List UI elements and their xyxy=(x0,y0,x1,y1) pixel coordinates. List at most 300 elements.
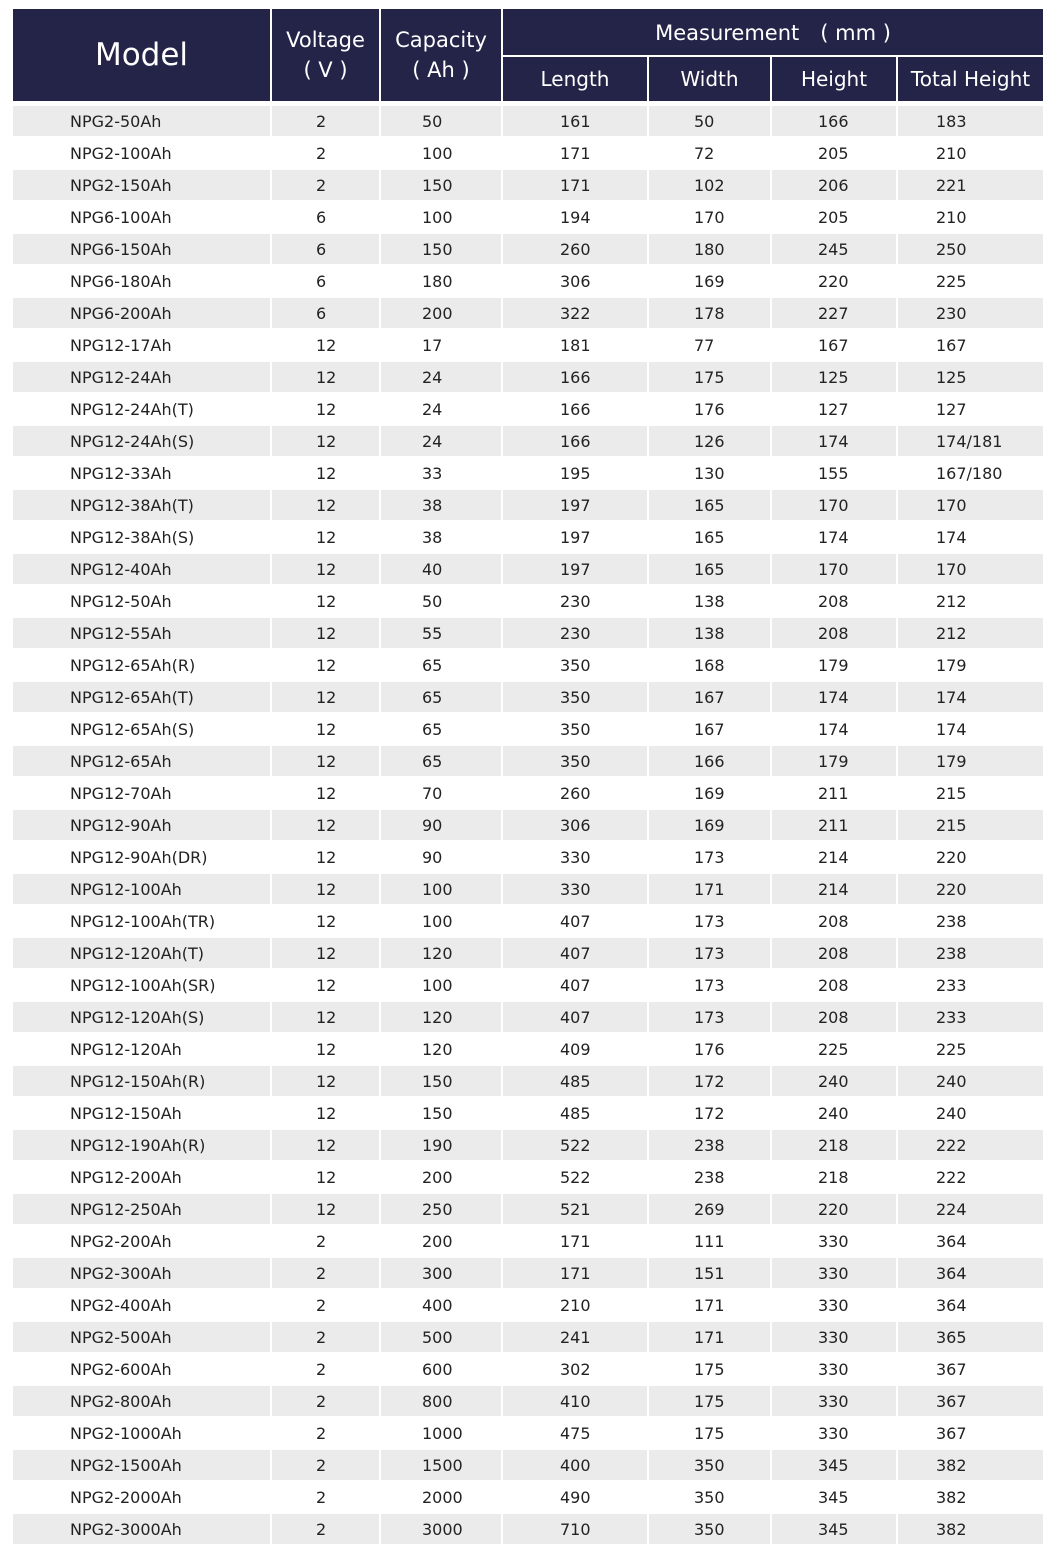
model-cell: NPG2-100Ah xyxy=(13,137,271,169)
width-cell: 173 xyxy=(648,905,771,937)
table-row xyxy=(13,745,1043,777)
total-height-cell: 179 xyxy=(897,649,1043,681)
table-row xyxy=(13,617,1043,649)
table-row xyxy=(13,777,1043,809)
capacity-cell: 38 xyxy=(380,521,502,553)
total-height-cell: 215 xyxy=(897,777,1043,809)
model-cell: NPG2-200Ah xyxy=(13,1225,271,1257)
width-cell: 175 xyxy=(648,1385,771,1417)
total-height-cell: 238 xyxy=(897,937,1043,969)
length-cell: 407 xyxy=(502,969,648,1001)
capacity-cell: 65 xyxy=(380,745,502,777)
header-voltage-label: Voltage xyxy=(286,28,365,52)
voltage-cell: 2 xyxy=(271,1353,380,1385)
capacity-cell: 800 xyxy=(380,1385,502,1417)
model-cell: NPG12-100Ah(TR) xyxy=(13,905,271,937)
total-height-cell: 364 xyxy=(897,1257,1043,1289)
model-cell: NPG6-150Ah xyxy=(13,233,271,265)
capacity-cell: 100 xyxy=(380,969,502,1001)
length-cell: 350 xyxy=(502,745,648,777)
model-cell: NPG12-120Ah xyxy=(13,1033,271,1065)
voltage-cell: 6 xyxy=(271,297,380,329)
height-cell: 225 xyxy=(771,1033,897,1065)
height-cell: 170 xyxy=(771,489,897,521)
total-height-cell: 212 xyxy=(897,585,1043,617)
width-cell: 138 xyxy=(648,617,771,649)
height-cell: 227 xyxy=(771,297,897,329)
table-row xyxy=(13,1481,1043,1513)
voltage-cell: 12 xyxy=(271,585,380,617)
model-cell: NPG6-180Ah xyxy=(13,265,271,297)
height-cell: 345 xyxy=(771,1481,897,1513)
total-height-cell: 250 xyxy=(897,233,1043,265)
voltage-cell: 2 xyxy=(271,137,380,169)
voltage-cell: 2 xyxy=(271,1449,380,1481)
total-height-cell: 174 xyxy=(897,681,1043,713)
width-cell: 173 xyxy=(648,1001,771,1033)
length-cell: 166 xyxy=(502,425,648,457)
voltage-cell: 12 xyxy=(271,809,380,841)
width-cell: 151 xyxy=(648,1257,771,1289)
width-cell: 176 xyxy=(648,1033,771,1065)
total-height-cell: 174 xyxy=(897,521,1043,553)
height-cell: 174 xyxy=(771,713,897,745)
length-cell: 241 xyxy=(502,1321,648,1353)
model-cell: NPG12-100Ah(SR) xyxy=(13,969,271,1001)
header-capacity-unit: ( Ah ) xyxy=(412,58,470,82)
table-row xyxy=(13,297,1043,329)
table-row xyxy=(13,1449,1043,1481)
header-measurement: Measurement ( mm ) xyxy=(502,9,1043,56)
length-cell: 166 xyxy=(502,361,648,393)
length-cell: 260 xyxy=(502,233,648,265)
total-height-cell: 367 xyxy=(897,1385,1043,1417)
capacity-cell: 100 xyxy=(380,873,502,905)
table-row xyxy=(13,969,1043,1001)
voltage-cell: 12 xyxy=(271,425,380,457)
total-height-cell: 222 xyxy=(897,1161,1043,1193)
model-cell: NPG12-65Ah(S) xyxy=(13,713,271,745)
table-row xyxy=(13,873,1043,905)
voltage-cell: 2 xyxy=(271,1513,380,1545)
voltage-cell: 12 xyxy=(271,1193,380,1225)
height-cell: 205 xyxy=(771,137,897,169)
length-cell: 407 xyxy=(502,937,648,969)
height-cell: 206 xyxy=(771,169,897,201)
voltage-cell: 2 xyxy=(271,1417,380,1449)
total-height-cell: 365 xyxy=(897,1321,1043,1353)
table-row xyxy=(13,361,1043,393)
width-cell: 173 xyxy=(648,937,771,969)
capacity-cell: 100 xyxy=(380,137,502,169)
length-cell: 407 xyxy=(502,1001,648,1033)
table-row xyxy=(13,1065,1043,1097)
model-cell: NPG2-300Ah xyxy=(13,1257,271,1289)
total-height-cell: 225 xyxy=(897,265,1043,297)
capacity-cell: 100 xyxy=(380,201,502,233)
height-cell: 330 xyxy=(771,1385,897,1417)
voltage-cell: 12 xyxy=(271,1097,380,1129)
width-cell: 50 xyxy=(648,106,771,137)
height-cell: 125 xyxy=(771,361,897,393)
length-cell: 522 xyxy=(502,1161,648,1193)
height-cell: 330 xyxy=(771,1225,897,1257)
height-cell: 166 xyxy=(771,106,897,137)
voltage-cell: 12 xyxy=(271,521,380,553)
width-cell: 269 xyxy=(648,1193,771,1225)
voltage-cell: 12 xyxy=(271,969,380,1001)
voltage-cell: 12 xyxy=(271,489,380,521)
width-cell: 126 xyxy=(648,425,771,457)
voltage-cell: 12 xyxy=(271,777,380,809)
capacity-cell: 150 xyxy=(380,233,502,265)
table-row xyxy=(13,425,1043,457)
length-cell: 171 xyxy=(502,1257,648,1289)
voltage-cell: 6 xyxy=(271,201,380,233)
capacity-cell: 180 xyxy=(380,265,502,297)
table-row xyxy=(13,1097,1043,1129)
capacity-cell: 65 xyxy=(380,649,502,681)
table-row xyxy=(13,1513,1043,1545)
model-cell: NPG2-2000Ah xyxy=(13,1481,271,1513)
capacity-cell: 40 xyxy=(380,553,502,585)
height-cell: 330 xyxy=(771,1321,897,1353)
capacity-cell: 500 xyxy=(380,1321,502,1353)
height-cell: 205 xyxy=(771,201,897,233)
header-voltage xyxy=(271,9,380,101)
capacity-cell: 150 xyxy=(380,169,502,201)
model-cell: NPG6-100Ah xyxy=(13,201,271,233)
width-cell: 350 xyxy=(648,1449,771,1481)
length-cell: 197 xyxy=(502,553,648,585)
model-cell: NPG2-500Ah xyxy=(13,1321,271,1353)
table-row xyxy=(13,1353,1043,1385)
voltage-cell: 2 xyxy=(271,1225,380,1257)
length-cell: 166 xyxy=(502,393,648,425)
total-height-cell: 225 xyxy=(897,1033,1043,1065)
model-cell: NPG12-24Ah xyxy=(13,361,271,393)
height-cell: 330 xyxy=(771,1289,897,1321)
length-cell: 407 xyxy=(502,905,648,937)
height-cell: 211 xyxy=(771,809,897,841)
total-height-cell: 367 xyxy=(897,1417,1043,1449)
model-cell: NPG12-38Ah(T) xyxy=(13,489,271,521)
total-height-cell: 233 xyxy=(897,969,1043,1001)
height-cell: 211 xyxy=(771,777,897,809)
header-length: Length xyxy=(502,56,648,101)
capacity-cell: 250 xyxy=(380,1193,502,1225)
model-cell: NPG2-3000Ah xyxy=(13,1513,271,1545)
voltage-cell: 12 xyxy=(271,393,380,425)
table-row xyxy=(13,713,1043,745)
total-height-cell: 183 xyxy=(897,106,1043,137)
model-cell: NPG12-250Ah xyxy=(13,1193,271,1225)
header-width: Width xyxy=(648,56,771,101)
capacity-cell: 17 xyxy=(380,329,502,361)
capacity-cell: 190 xyxy=(380,1129,502,1161)
length-cell: 195 xyxy=(502,457,648,489)
width-cell: 175 xyxy=(648,1353,771,1385)
height-cell: 218 xyxy=(771,1129,897,1161)
width-cell: 138 xyxy=(648,585,771,617)
model-cell: NPG12-150Ah(R) xyxy=(13,1065,271,1097)
voltage-cell: 2 xyxy=(271,169,380,201)
model-cell: NPG12-70Ah xyxy=(13,777,271,809)
capacity-cell: 120 xyxy=(380,1033,502,1065)
model-cell: NPG2-150Ah xyxy=(13,169,271,201)
capacity-cell: 150 xyxy=(380,1097,502,1129)
length-cell: 197 xyxy=(502,489,648,521)
table-row xyxy=(13,553,1043,585)
table-row xyxy=(13,1321,1043,1353)
table-row xyxy=(13,585,1043,617)
capacity-cell: 150 xyxy=(380,1065,502,1097)
total-height-cell: 367 xyxy=(897,1353,1043,1385)
height-cell: 220 xyxy=(771,265,897,297)
table-row xyxy=(13,1193,1043,1225)
capacity-cell: 1500 xyxy=(380,1449,502,1481)
width-cell: 169 xyxy=(648,777,771,809)
capacity-cell: 3000 xyxy=(380,1513,502,1545)
model-cell: NPG2-800Ah xyxy=(13,1385,271,1417)
total-height-cell: 127 xyxy=(897,393,1043,425)
length-cell: 485 xyxy=(502,1065,648,1097)
model-cell: NPG12-50Ah xyxy=(13,585,271,617)
model-cell: NPG12-200Ah xyxy=(13,1161,271,1193)
voltage-cell: 2 xyxy=(271,1289,380,1321)
table-row xyxy=(13,1385,1043,1417)
height-cell: 240 xyxy=(771,1097,897,1129)
header-height: Height xyxy=(771,56,897,101)
capacity-cell: 24 xyxy=(380,393,502,425)
voltage-cell: 12 xyxy=(271,873,380,905)
total-height-cell: 167 xyxy=(897,329,1043,361)
table-row xyxy=(13,457,1043,489)
table-row xyxy=(13,265,1043,297)
header-model: Model xyxy=(13,9,271,101)
model-cell: NPG12-65Ah(R) xyxy=(13,649,271,681)
capacity-cell: 24 xyxy=(380,425,502,457)
width-cell: 171 xyxy=(648,1289,771,1321)
voltage-cell: 12 xyxy=(271,1001,380,1033)
voltage-cell: 12 xyxy=(271,681,380,713)
total-height-cell: 224 xyxy=(897,1193,1043,1225)
length-cell: 171 xyxy=(502,137,648,169)
length-cell: 350 xyxy=(502,649,648,681)
table-row xyxy=(13,521,1043,553)
table-row xyxy=(13,681,1043,713)
model-cell: NPG12-24Ah(S) xyxy=(13,425,271,457)
model-cell: NPG12-120Ah(S) xyxy=(13,1001,271,1033)
voltage-cell: 12 xyxy=(271,1033,380,1065)
capacity-cell: 65 xyxy=(380,713,502,745)
total-height-cell: 174 xyxy=(897,713,1043,745)
header-capacity-label: Capacity xyxy=(395,28,487,52)
length-cell: 230 xyxy=(502,617,648,649)
total-height-cell: 167/180 xyxy=(897,457,1043,489)
model-cell: NPG12-38Ah(S) xyxy=(13,521,271,553)
length-cell: 485 xyxy=(502,1097,648,1129)
length-cell: 260 xyxy=(502,777,648,809)
width-cell: 167 xyxy=(648,713,771,745)
length-cell: 210 xyxy=(502,1289,648,1321)
voltage-cell: 12 xyxy=(271,553,380,585)
voltage-cell: 6 xyxy=(271,233,380,265)
table-row xyxy=(13,1161,1043,1193)
total-height-cell: 240 xyxy=(897,1097,1043,1129)
capacity-cell: 120 xyxy=(380,937,502,969)
width-cell: 171 xyxy=(648,1321,771,1353)
width-cell: 169 xyxy=(648,265,771,297)
model-cell: NPG12-24Ah(T) xyxy=(13,393,271,425)
width-cell: 170 xyxy=(648,201,771,233)
voltage-cell: 6 xyxy=(271,265,380,297)
table-row xyxy=(13,1129,1043,1161)
length-cell: 194 xyxy=(502,201,648,233)
length-cell: 302 xyxy=(502,1353,648,1385)
table-row xyxy=(13,937,1043,969)
capacity-cell: 300 xyxy=(380,1257,502,1289)
total-height-cell: 170 xyxy=(897,553,1043,585)
width-cell: 180 xyxy=(648,233,771,265)
voltage-cell: 2 xyxy=(271,106,380,137)
voltage-cell: 2 xyxy=(271,1481,380,1513)
model-cell: NPG2-50Ah xyxy=(13,106,271,137)
total-height-cell: 221 xyxy=(897,169,1043,201)
capacity-cell: 33 xyxy=(380,457,502,489)
table-row xyxy=(13,106,1043,137)
height-cell: 218 xyxy=(771,1161,897,1193)
length-cell: 306 xyxy=(502,809,648,841)
height-cell: 214 xyxy=(771,873,897,905)
header-capacity xyxy=(380,9,502,101)
total-height-cell: 222 xyxy=(897,1129,1043,1161)
voltage-cell: 12 xyxy=(271,937,380,969)
length-cell: 490 xyxy=(502,1481,648,1513)
width-cell: 172 xyxy=(648,1097,771,1129)
height-cell: 167 xyxy=(771,329,897,361)
capacity-cell: 90 xyxy=(380,809,502,841)
model-cell: NPG12-65Ah xyxy=(13,745,271,777)
voltage-cell: 12 xyxy=(271,329,380,361)
total-height-cell: 220 xyxy=(897,841,1043,873)
capacity-cell: 200 xyxy=(380,297,502,329)
total-height-cell: 364 xyxy=(897,1225,1043,1257)
width-cell: 173 xyxy=(648,969,771,1001)
height-cell: 155 xyxy=(771,457,897,489)
length-cell: 350 xyxy=(502,681,648,713)
length-cell: 400 xyxy=(502,1449,648,1481)
model-cell: NPG12-17Ah xyxy=(13,329,271,361)
voltage-cell: 12 xyxy=(271,841,380,873)
height-cell: 220 xyxy=(771,1193,897,1225)
capacity-cell: 1000 xyxy=(380,1417,502,1449)
total-height-cell: 233 xyxy=(897,1001,1043,1033)
height-cell: 245 xyxy=(771,233,897,265)
capacity-cell: 90 xyxy=(380,841,502,873)
height-cell: 170 xyxy=(771,553,897,585)
header-voltage-unit: ( V ) xyxy=(303,58,348,82)
table-row xyxy=(13,489,1043,521)
total-height-cell: 210 xyxy=(897,137,1043,169)
table-row xyxy=(13,841,1043,873)
capacity-cell: 2000 xyxy=(380,1481,502,1513)
total-height-cell: 174/181 xyxy=(897,425,1043,457)
height-cell: 127 xyxy=(771,393,897,425)
width-cell: 175 xyxy=(648,1417,771,1449)
table-row xyxy=(13,649,1043,681)
length-cell: 171 xyxy=(502,169,648,201)
height-cell: 179 xyxy=(771,745,897,777)
height-cell: 174 xyxy=(771,425,897,457)
width-cell: 169 xyxy=(648,809,771,841)
table-row xyxy=(13,201,1043,233)
total-height-cell: 240 xyxy=(897,1065,1043,1097)
model-cell: NPG12-65Ah(T) xyxy=(13,681,271,713)
width-cell: 350 xyxy=(648,1513,771,1545)
total-height-cell: 382 xyxy=(897,1481,1043,1513)
model-cell: NPG12-150Ah xyxy=(13,1097,271,1129)
width-cell: 176 xyxy=(648,393,771,425)
model-cell: NPG2-400Ah xyxy=(13,1289,271,1321)
model-cell: NPG12-190Ah(R) xyxy=(13,1129,271,1161)
length-cell: 522 xyxy=(502,1129,648,1161)
table-row xyxy=(13,1417,1043,1449)
battery-spec-table xyxy=(13,9,1043,1546)
model-cell: NPG2-1500Ah xyxy=(13,1449,271,1481)
length-cell: 230 xyxy=(502,585,648,617)
total-height-cell: 364 xyxy=(897,1289,1043,1321)
total-height-cell: 212 xyxy=(897,617,1043,649)
table-row xyxy=(13,1289,1043,1321)
length-cell: 161 xyxy=(502,106,648,137)
width-cell: 172 xyxy=(648,1065,771,1097)
voltage-cell: 12 xyxy=(271,457,380,489)
header-total-height: Total Height xyxy=(897,56,1043,101)
width-cell: 72 xyxy=(648,137,771,169)
height-cell: 179 xyxy=(771,649,897,681)
width-cell: 168 xyxy=(648,649,771,681)
length-cell: 306 xyxy=(502,265,648,297)
width-cell: 171 xyxy=(648,873,771,905)
length-cell: 710 xyxy=(502,1513,648,1545)
voltage-cell: 12 xyxy=(271,1129,380,1161)
capacity-cell: 55 xyxy=(380,617,502,649)
total-height-cell: 170 xyxy=(897,489,1043,521)
model-cell: NPG12-90Ah(DR) xyxy=(13,841,271,873)
height-cell: 330 xyxy=(771,1257,897,1289)
height-cell: 208 xyxy=(771,1001,897,1033)
model-cell: NPG12-90Ah xyxy=(13,809,271,841)
width-cell: 238 xyxy=(648,1161,771,1193)
width-cell: 166 xyxy=(648,745,771,777)
height-cell: 214 xyxy=(771,841,897,873)
capacity-cell: 200 xyxy=(380,1225,502,1257)
capacity-cell: 50 xyxy=(380,106,502,137)
table-body xyxy=(13,101,1043,1545)
capacity-cell: 400 xyxy=(380,1289,502,1321)
model-cell: NPG12-100Ah xyxy=(13,873,271,905)
table-row xyxy=(13,137,1043,169)
length-cell: 410 xyxy=(502,1385,648,1417)
voltage-cell: 2 xyxy=(271,1257,380,1289)
length-cell: 409 xyxy=(502,1033,648,1065)
table-row xyxy=(13,169,1043,201)
voltage-cell: 12 xyxy=(271,649,380,681)
capacity-cell: 24 xyxy=(380,361,502,393)
height-cell: 330 xyxy=(771,1417,897,1449)
width-cell: 111 xyxy=(648,1225,771,1257)
